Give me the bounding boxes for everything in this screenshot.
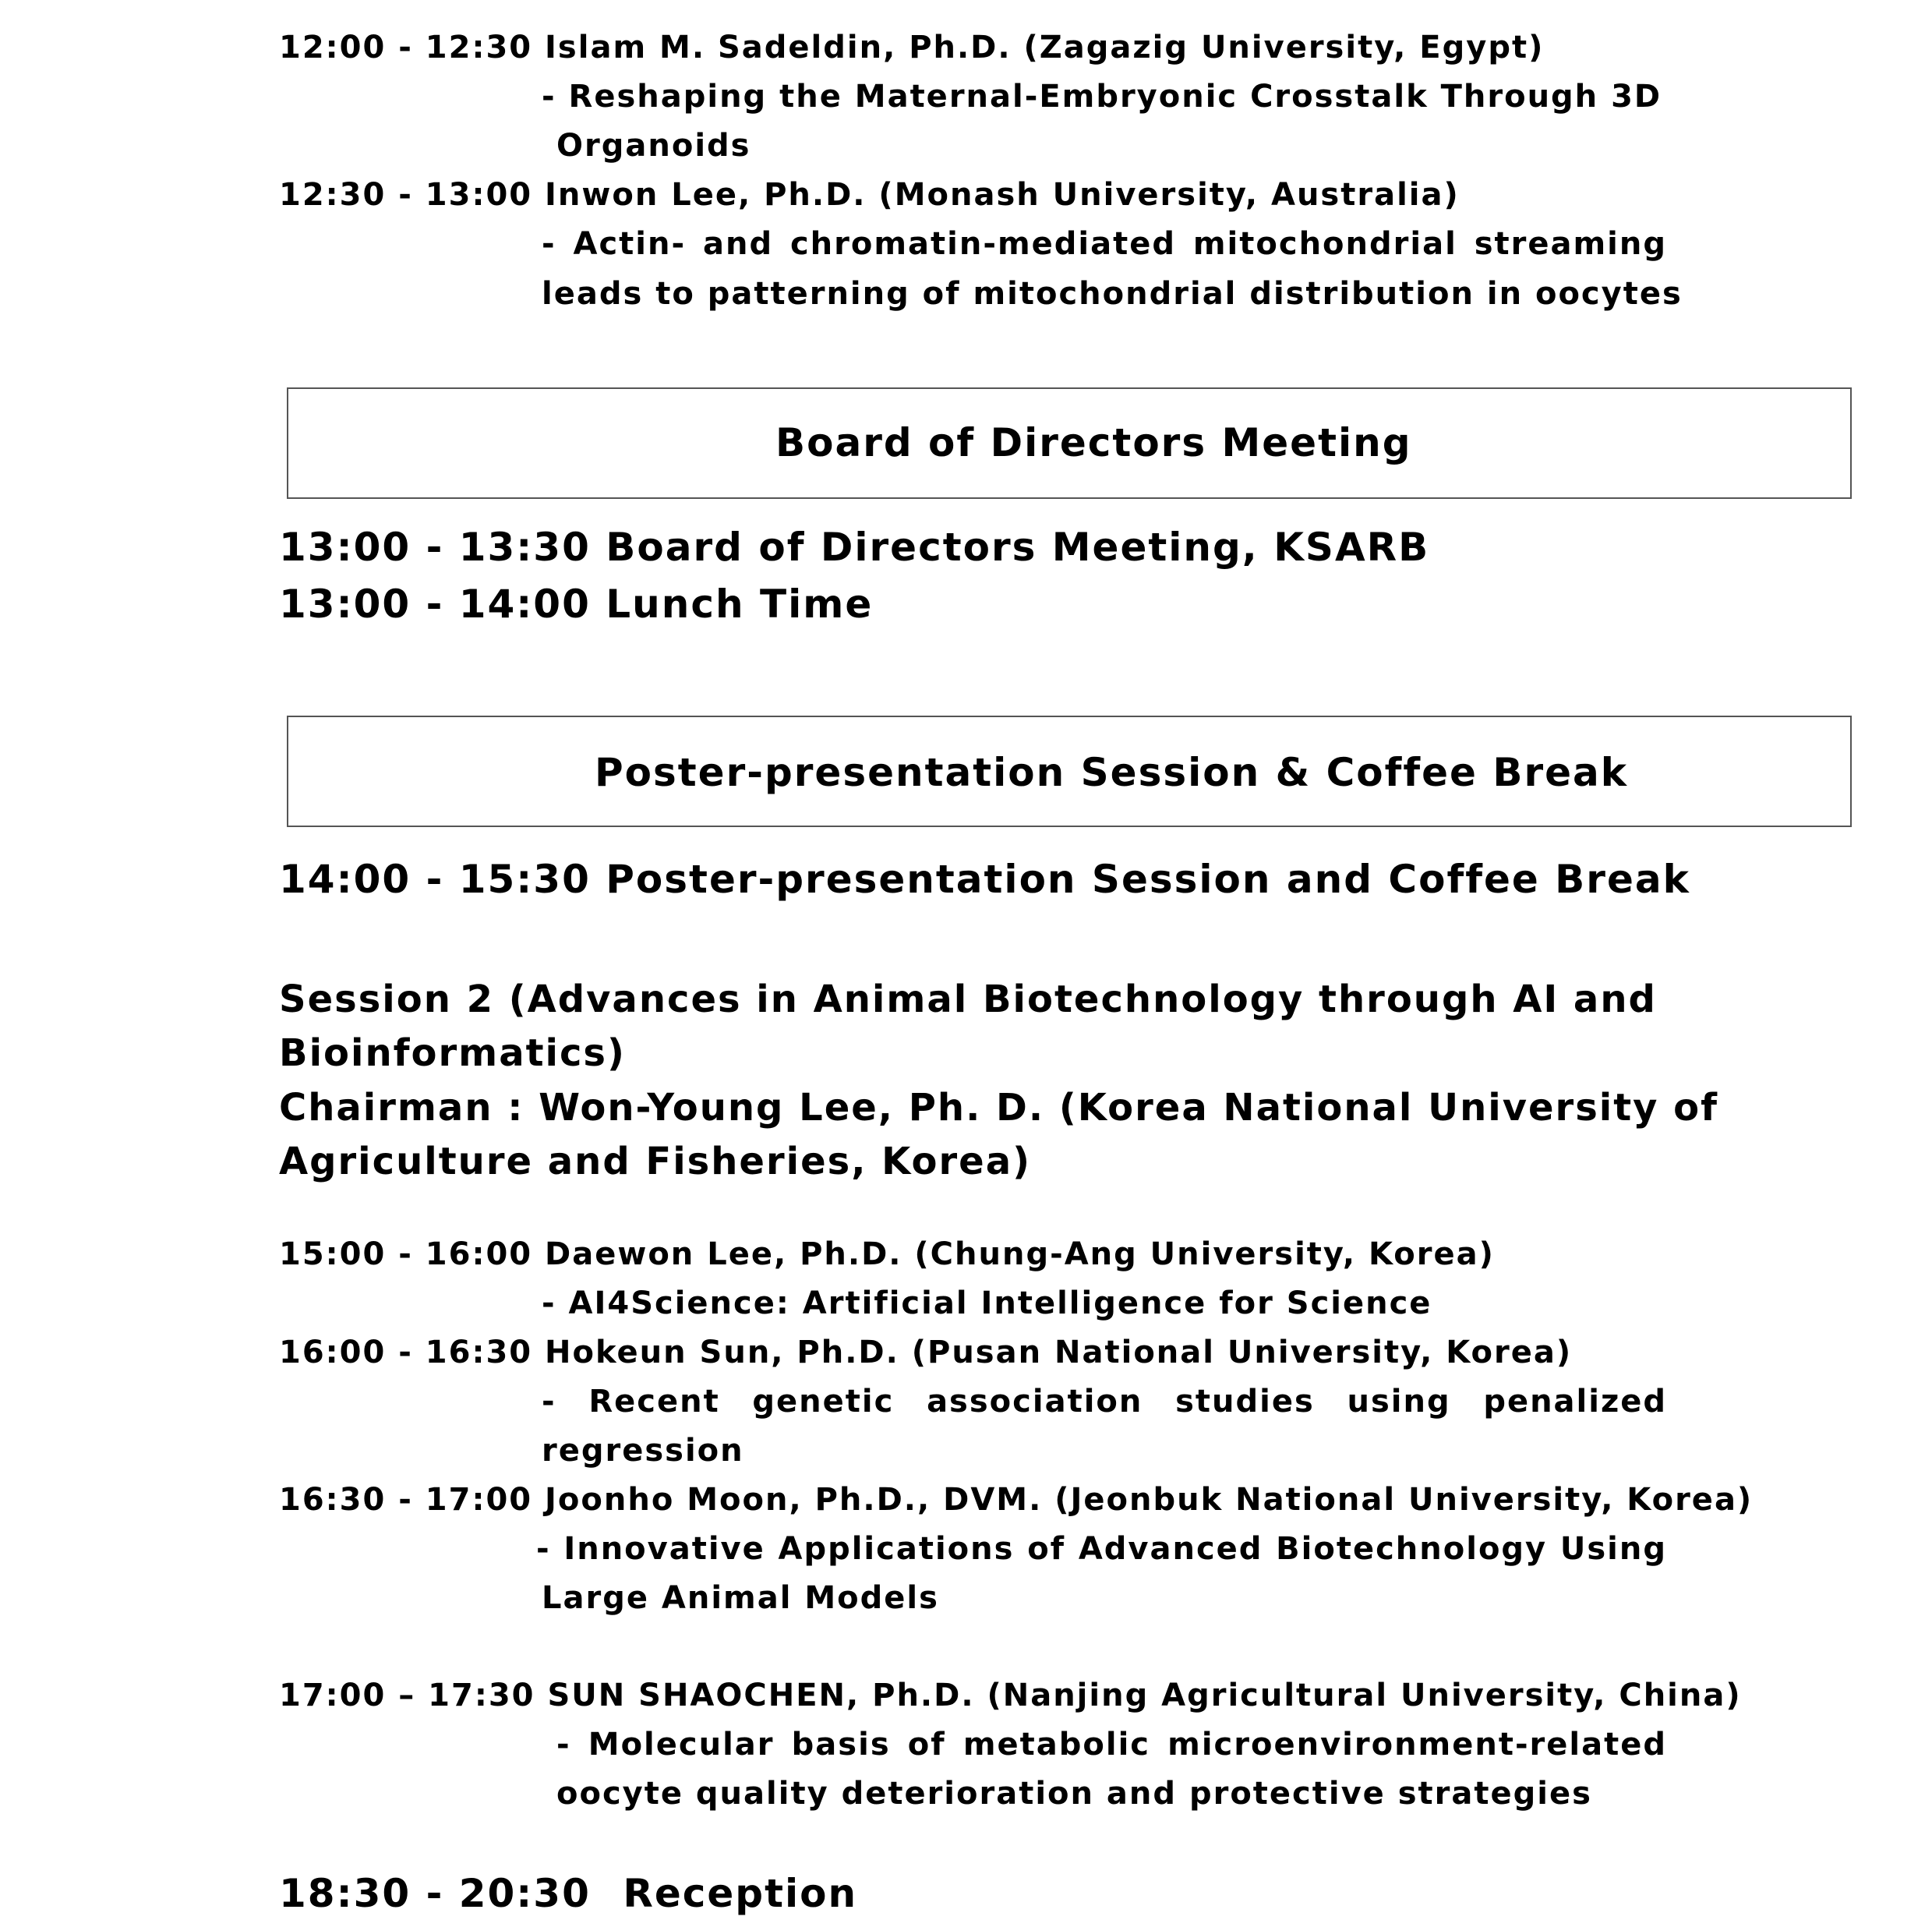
title-word: genetic bbox=[752, 1384, 895, 1420]
title-word: of bbox=[907, 1727, 946, 1763]
title-word: chromatin-mediated bbox=[789, 226, 1176, 262]
session-heading: Session 2 (Advances in Animal Biotechnology through AI and bbox=[279, 978, 1657, 1021]
midday-item: 13:00 - 13:30 Board of Directors Meeting, KSARB bbox=[279, 525, 1430, 570]
talk-title-line: leads to patterning of mitochondrial distribution in oocytes bbox=[542, 276, 1683, 312]
title-word: streaming bbox=[1474, 226, 1667, 262]
talk-time: 17:00 – 17:30 bbox=[279, 1678, 535, 1713]
title-word: Advanced bbox=[1078, 1531, 1263, 1567]
title-word: Biotechnology bbox=[1276, 1531, 1548, 1567]
talk-title-line: Organoids bbox=[556, 128, 751, 164]
talk-2-header bbox=[279, 177, 1460, 213]
title-word: mitochondrial bbox=[1192, 226, 1457, 262]
talk-title-line: regression bbox=[542, 1433, 744, 1469]
talk-speaker: Hokeun Sun, Ph.D. (Pusan National University, Korea) bbox=[545, 1335, 1573, 1370]
talk-speaker: Islam M. Sadeldin, Ph.D. (Zagazig University, Egypt) bbox=[545, 30, 1545, 65]
talk-title-line: - AI4Science: Artificial Intelligence for Science bbox=[542, 1285, 1432, 1321]
talk-speaker: Inwon Lee, Ph.D. (Monash University, Australia) bbox=[545, 177, 1460, 213]
title-word: studies bbox=[1175, 1384, 1315, 1420]
talk-6-header bbox=[279, 1678, 1742, 1713]
reception-line bbox=[279, 1871, 857, 1916]
title-word: Recent bbox=[588, 1384, 720, 1420]
talk-5-header bbox=[279, 1482, 1753, 1518]
talk-speaker: SUN SHAOCHEN, Ph.D. (Nanjing Agricultural University, China) bbox=[547, 1678, 1742, 1713]
title-word: - bbox=[542, 1384, 556, 1420]
reception-label: Reception bbox=[623, 1871, 858, 1916]
title-word: metabolic bbox=[962, 1727, 1150, 1763]
title-word: Using bbox=[1559, 1531, 1667, 1567]
title-word: penalized bbox=[1483, 1384, 1668, 1420]
talk-title-line-justified bbox=[556, 1727, 1667, 1763]
talk-title-line: - Reshaping the Maternal-Embryonic Crosstalk Through 3D bbox=[542, 79, 1662, 115]
talk-time: 12:30 - 13:00 bbox=[279, 177, 533, 213]
poster-session-title: Poster-presentation Session & Coffee Break bbox=[595, 750, 1629, 795]
talk-3-header bbox=[279, 1236, 1495, 1272]
title-word: Applications bbox=[778, 1531, 1015, 1567]
session-heading: Bioinformatics) bbox=[279, 1031, 626, 1075]
talk-title-line-justified bbox=[536, 1531, 1667, 1567]
title-word: and bbox=[702, 226, 774, 262]
title-word: - bbox=[542, 226, 556, 262]
talk-speaker: Joonho Moon, Ph.D., DVM. (Jeonbuk National University, Korea) bbox=[545, 1482, 1754, 1518]
midday-item: 13:00 - 14:00 Lunch Time bbox=[279, 582, 874, 627]
title-word: using bbox=[1347, 1384, 1451, 1420]
talk-speaker: Daewon Lee, Ph.D. (Chung-Ang University, Korea) bbox=[545, 1236, 1495, 1272]
title-word: Innovative bbox=[563, 1531, 765, 1567]
talk-title-line: Large Animal Models bbox=[542, 1580, 939, 1616]
talk-time: 16:30 - 17:00 bbox=[279, 1482, 533, 1518]
title-word: of bbox=[1027, 1531, 1066, 1567]
title-word: basis bbox=[791, 1727, 891, 1763]
title-word: association bbox=[927, 1384, 1143, 1420]
talk-title-line-justified bbox=[542, 1384, 1667, 1420]
talk-title-line: oocyte quality deterioration and protective strategies bbox=[556, 1776, 1592, 1812]
title-word: - bbox=[536, 1531, 551, 1567]
talk-4-header bbox=[279, 1335, 1572, 1370]
board-meeting-title: Board of Directors Meeting bbox=[775, 420, 1412, 465]
board-meeting-box bbox=[287, 387, 1852, 499]
session-chairman: Agriculture and Fisheries, Korea) bbox=[279, 1140, 1032, 1183]
poster-session-line: 14:00 - 15:30 Poster-presentation Session and Coffee Break bbox=[279, 857, 1690, 902]
title-word: - bbox=[556, 1727, 571, 1763]
title-word: microenvironment-related bbox=[1167, 1727, 1667, 1763]
reception-time: 18:30 - 20:30 bbox=[279, 1871, 591, 1916]
title-word: Molecular bbox=[588, 1727, 775, 1763]
poster-session-box bbox=[287, 716, 1852, 827]
talk-time: 16:00 - 16:30 bbox=[279, 1335, 533, 1370]
talk-time: 15:00 - 16:00 bbox=[279, 1236, 533, 1272]
session-chairman: Chairman : Won-Young Lee, Ph. D. (Korea National University of bbox=[279, 1086, 1719, 1130]
talk-1-header bbox=[279, 30, 1544, 65]
talk-title-line-justified bbox=[542, 226, 1667, 262]
talk-time: 12:00 - 12:30 bbox=[279, 30, 533, 65]
title-word: Actin- bbox=[573, 226, 687, 262]
